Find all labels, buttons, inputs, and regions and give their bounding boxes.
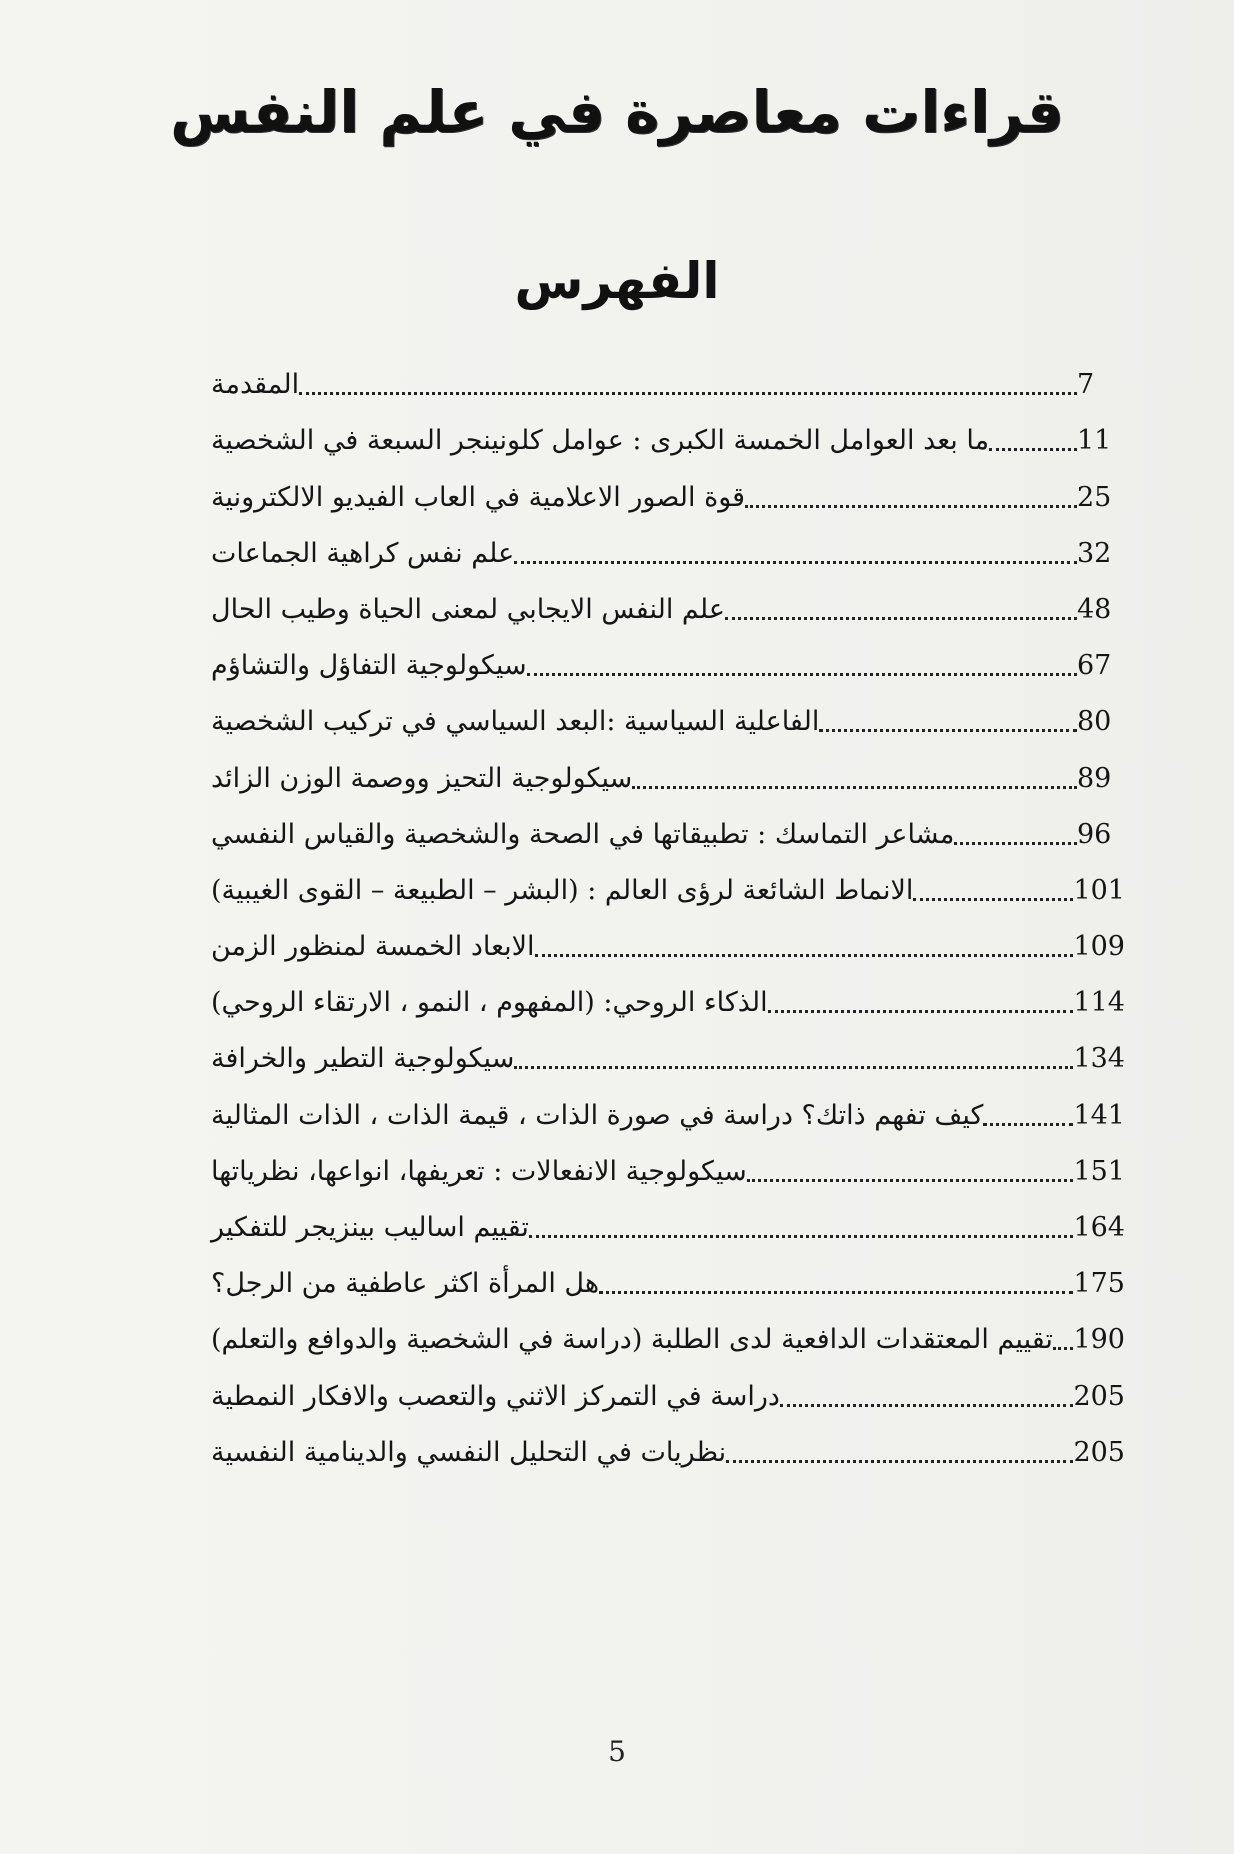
toc-entry-page: 25 (1077, 481, 1112, 513)
toc-entry (205, 409, 1131, 465)
toc-entry (205, 971, 1131, 1027)
toc-entry-page: 109 (1073, 931, 1125, 963)
toc-entry-title: تقييم اساليب بينزيجر للتفكير (211, 1212, 529, 1243)
toc-entry (205, 803, 1131, 859)
toc-leader-dots (632, 786, 1077, 789)
toc-entry-page: 164 (1073, 1212, 1125, 1243)
toc-entry-title: تقييم المعتقدات الدافعية لدى الطلبة (دراسة في الشخصية والدوافع والتعلم) (211, 1324, 1053, 1356)
toc-leader-dots (768, 1010, 1074, 1013)
toc-entry-page: 114 (1073, 987, 1125, 1019)
toc-entry (205, 859, 1131, 915)
toc-entry-title: نظريات في التحليل النفسي والدينامية النفسية (211, 1436, 727, 1468)
toc-entry-title: ما بعد العوامل الخمسة الكبرى : عوامل كلونينجر السبعة في الشخصية (211, 425, 990, 457)
toc-entry (205, 578, 1131, 634)
toc-entry-page: 11 (1077, 425, 1112, 457)
toc-entry (205, 1140, 1131, 1196)
toc-entry-page: 7 (1077, 369, 1095, 401)
toc-entry-title: الفاعلية السياسية :البعد السياسي في تركيب الشخصية (211, 706, 820, 738)
toc-entry (205, 746, 1131, 802)
toc-entry-page: 190 (1073, 1324, 1125, 1356)
toc-entry (205, 353, 1131, 409)
toc-leader-dots (745, 505, 1077, 508)
toc-entry-title: سيكولوجية التطير والخرافة (211, 1043, 515, 1075)
toc-leader-dots (983, 1123, 1073, 1126)
toc-entry-page: 67 (1077, 650, 1112, 682)
toc-entry-page: 205 (1073, 1380, 1125, 1412)
toc-entry (205, 1364, 1131, 1420)
toc-entry-title: هل المرأة اكثر عاطفية من الرجل؟ (211, 1268, 600, 1300)
toc-leader-dots (1053, 1347, 1074, 1350)
toc-entry-page: 101 (1073, 874, 1125, 906)
toc-entry-page: 175 (1073, 1268, 1125, 1300)
toc-entry-page: 134 (1073, 1043, 1125, 1075)
toc-entry-title: المقدمة (211, 369, 300, 401)
toc-entry-title: علم النفس الايجابي لمعنى الحياة وطيب الحال (211, 593, 725, 625)
toc-entry (205, 1083, 1131, 1139)
toc-entry-title: علم نفس كراهية الجماعات (211, 537, 515, 569)
toc-entry-title: الانماط الشائعة لرؤى العالم : (البشر – الطبيعة – القوى الغيبية) (211, 874, 914, 906)
toc-entry (205, 1421, 1131, 1477)
toc-entry-title: كيف تفهم ذاتك؟ دراسة في صورة الذات ، قيمة الذات ، الذات المثالية (211, 1099, 984, 1131)
toc-leader-dots (780, 1404, 1074, 1407)
toc-entry-title: الذكاء الروحي: (المفهوم ، النمو ، الارتقاء الروحي) (211, 987, 768, 1019)
toc-entry (205, 690, 1131, 746)
toc-entry-title: قوة الصور الاعلامية في العاب الفيديو الالكترونية (211, 481, 746, 513)
toc-entry (205, 1308, 1131, 1364)
toc-entry (205, 915, 1131, 971)
toc-entry (205, 1027, 1131, 1083)
toc-entry (205, 465, 1131, 521)
toc-entry-page: 80 (1077, 706, 1112, 738)
toc-leader-dots (527, 673, 1077, 676)
toc-leader-dots (535, 954, 1074, 957)
toc-leader-dots (726, 1460, 1073, 1463)
toc-leader-dots (913, 898, 1073, 901)
toc-leader-dots (954, 842, 1077, 845)
toc-entry-page: 48 (1077, 593, 1112, 625)
toc-leader-dots (514, 1066, 1073, 1069)
toc-entry-title: سيكولوجية التفاؤل والتشاؤم (211, 650, 527, 682)
toc-entry-page: 89 (1077, 762, 1112, 794)
toc-entry-page: 151 (1073, 1155, 1125, 1187)
toc-heading: الفهرس (514, 252, 720, 310)
toc-entry-page: 96 (1077, 818, 1112, 850)
toc-leader-dots (989, 448, 1077, 451)
toc-leader-dots (299, 392, 1077, 395)
toc-leader-dots (819, 729, 1077, 732)
toc-entry (205, 634, 1131, 690)
toc-entry (205, 1196, 1131, 1252)
toc-entry-page: 205 (1073, 1436, 1125, 1468)
toc-entry (205, 1252, 1131, 1308)
toc-leader-dots (599, 1291, 1073, 1294)
toc-leader-dots (529, 1235, 1074, 1238)
toc-entry-page: 141 (1073, 1099, 1125, 1131)
toc-entry-title: سيكولوجية التحيز ووصمة الوزن الزائد (211, 762, 633, 794)
toc-entry-title: دراسة في التمركز الاثني والتعصب والافكار النمطية (211, 1380, 780, 1412)
toc-entry-title: مشاعر التماسك : تطبيقاتها في الصحة والشخصية والقياس النفسي (211, 818, 955, 850)
book-title: قراءات معاصرة في علم النفس (170, 78, 1064, 146)
table-of-contents (205, 353, 1131, 1477)
page-number: 5 (608, 1735, 626, 1768)
toc-entry-page: 32 (1077, 537, 1112, 569)
toc-entry-title: سيكولوجية الانفعالات : تعريفها، انواعها، نظرياتها (211, 1155, 747, 1187)
toc-leader-dots (725, 617, 1077, 620)
toc-leader-dots (747, 1179, 1074, 1182)
toc-entry (205, 522, 1131, 578)
toc-entry-title: الابعاد الخمسة لمنظور الزمن (211, 931, 535, 963)
toc-leader-dots (514, 561, 1077, 564)
